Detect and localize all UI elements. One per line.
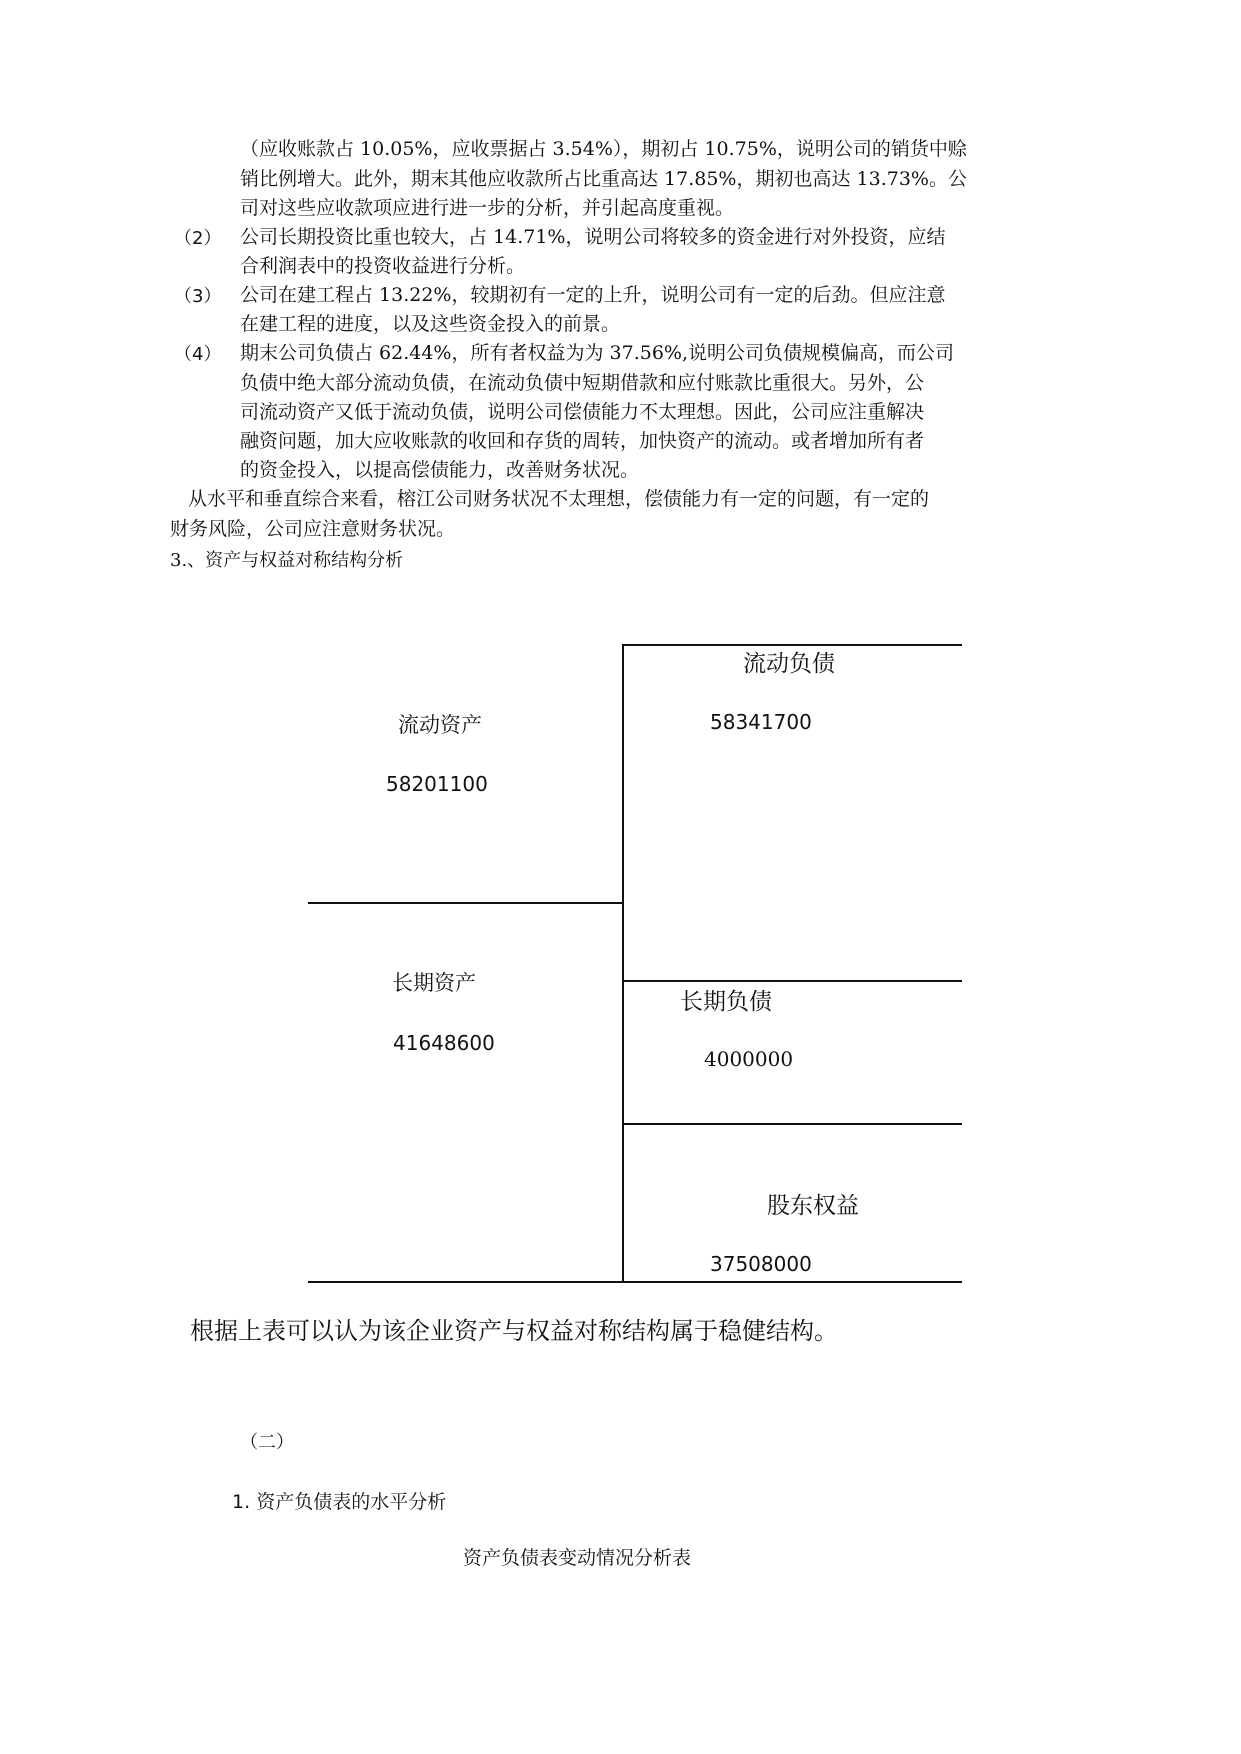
long-term-assets-label: 长期资产 (392, 971, 476, 995)
list-item-line: 负债中绝大部分流动负债，在流动负债中短期借款和应付账款比重很大。另外，公 (240, 372, 925, 394)
diagram-bottom-line (308, 1281, 962, 1283)
current-liabilities-value: 58341700 (710, 710, 812, 734)
long-term-assets-value: 41648600 (393, 1031, 495, 1055)
diagram-liab-divider (622, 980, 962, 982)
summary-line: 从水平和垂直综合来看，榕江公司财务状况不太理想，偿债能力有一定的问题，有一定的 (188, 488, 930, 510)
conclusion-text: 根据上表可以认为该企业资产与权益对称结构属于稳健结构。 (190, 1317, 838, 1345)
current-assets-label: 流动资产 (398, 713, 482, 737)
list-item-line: 融资问题，加大应收账款的收回和存货的周转，加快资产的流动。或者增加所有者 (240, 430, 925, 452)
list-item-line: 期末公司负债占 62.44%，所有者权益为为 37.56%,说明公司负债规模偏高，而公司 (240, 342, 955, 364)
list-item-line: 合利润表中的投资收益进行分析。 (240, 255, 526, 277)
subsection-title: 资产负债表的水平分析 (256, 1491, 447, 1513)
list-item-line: 司流动资产又低于流动负债，说明公司偿债能力不太理想。因此，公司应注重解决 (240, 401, 925, 423)
shareholders-equity-value: 37508000 (710, 1252, 812, 1276)
subsection-heading (232, 1487, 446, 1514)
list-marker: （3） (174, 286, 222, 307)
diagram-asset-divider (308, 902, 624, 904)
long-term-liabilities-value: 4000000 (704, 1047, 794, 1071)
current-assets-value: 58201100 (386, 772, 488, 796)
list-item-line: 公司长期投资比重也较大，占 14.71%，说明公司将较多的资金进行对外投资，应结 (240, 226, 946, 248)
shareholders-equity-label: 股东权益 (767, 1193, 859, 1219)
list-item-line: 公司在建工程占 13.22%，较期初有一定的上升，说明公司有一定的后劲。但应注意 (240, 284, 946, 306)
diagram-equity-divider (622, 1123, 962, 1125)
list-item-line: 的资金投入，以提高偿债能力，改善财务状况。 (240, 459, 640, 481)
long-term-liabilities-label: 长期负债 (680, 989, 772, 1015)
section-heading: 3.、资产与权益对称结构分析 (170, 550, 404, 571)
part-heading: （二） (240, 1432, 294, 1453)
paragraph-line: 司对这些应收款项应进行进一步的分析，并引起高度重视。 (240, 197, 735, 219)
list-item-line: 在建工程的进度，以及这些资金投入的前景。 (240, 313, 621, 335)
diagram-center-line (622, 644, 624, 1283)
paragraph-line: 销比例增大。此外，期末其他应收款所占比重高达 17.85%，期初也高达 13.73%。公 (240, 168, 967, 190)
paragraph-line: （应收账款占 10.05%，应收票据占 3.54%），期初占 10.75%，说明公司的销货中赊 (240, 138, 967, 160)
subsection-number: 1. (232, 1491, 251, 1513)
table-title: 资产负债表变动情况分析表 (463, 1547, 692, 1569)
list-marker: （4） (174, 344, 222, 365)
list-marker: （2） (174, 228, 222, 249)
summary-line: 财务风险，公司应注意财务状况。 (170, 518, 456, 540)
current-liabilities-label: 流动负债 (743, 651, 835, 677)
